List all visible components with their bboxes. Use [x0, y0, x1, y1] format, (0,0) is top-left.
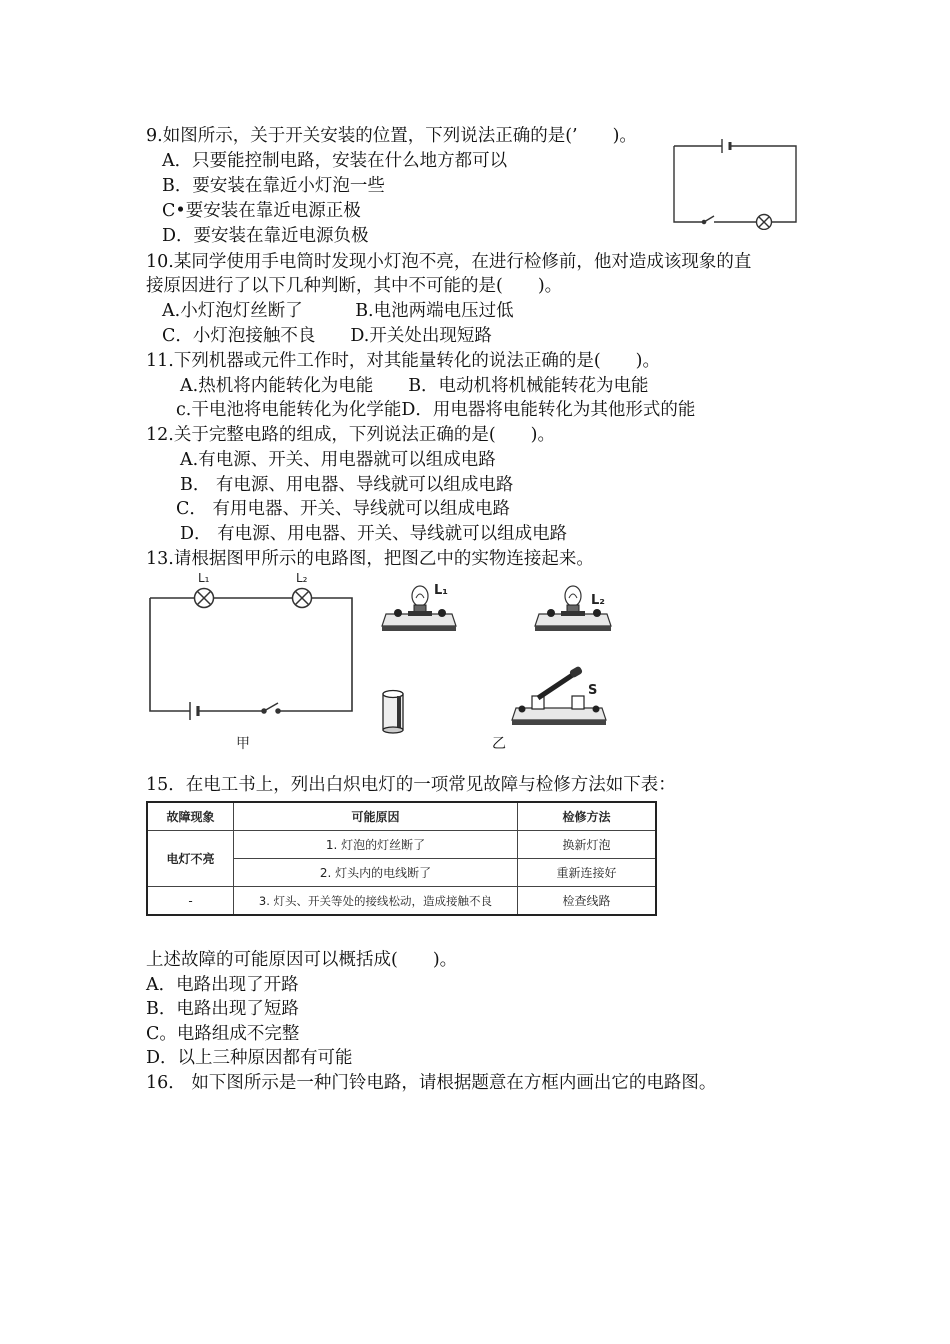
fault-table	[146, 801, 657, 916]
table-header-phenomenon: 故障现象	[147, 802, 234, 831]
q15-option-c: C。电路组成不完整	[146, 1024, 300, 1044]
lamp-l1-symbol	[195, 589, 214, 608]
label-yi: 乙	[492, 736, 506, 752]
lamp-symbol	[757, 215, 772, 230]
q15-question: 上述故障的可能原因可以概括成( )。	[146, 950, 458, 970]
q15-option-a: A．电路出现了开路	[146, 975, 299, 995]
q16-stem: 16． 如下图所示是一种门铃电路，请根据题意在方框内画出它的电路图。	[146, 1073, 717, 1093]
table-cell-cause: 3. 灯头、开关等处的接线松动，造成接触不良	[234, 887, 518, 916]
label-bulb-l1: L₁	[434, 583, 448, 598]
q13-circuit-jia	[146, 568, 356, 753]
table-cell-cause: 1. 灯泡的灯丝断了	[234, 831, 518, 859]
battery-symbol	[722, 139, 730, 153]
table-cell-fix: 换新灯泡	[518, 831, 657, 859]
q12-stem: 12.关于完整电路的组成，下列说法正确的是( )。	[146, 425, 555, 445]
table-header-row	[147, 802, 656, 831]
q12-option-d: D． 有电源、用电器、开关、导线就可以组成电路	[180, 524, 568, 544]
switch-symbol	[702, 216, 714, 224]
q12-option-a: A.有电源、开关、用电器就可以组成电路	[180, 450, 496, 470]
table-header-cause: 可能原因	[234, 802, 518, 831]
bulb-l1-on-board	[380, 578, 460, 636]
table-cell-fix: 重新连接好	[518, 859, 657, 887]
q10-options-cd: C．小灯泡接触不良 D.开关处出现短路	[162, 326, 492, 346]
label-bulb-l2: L₂	[591, 593, 605, 608]
q15-stem: 15．在电工书上，列出白炽电灯的一项常见故障与检修方法如下表：	[146, 775, 676, 795]
lamp-l2-symbol	[293, 589, 312, 608]
label-l2: L₂	[296, 571, 308, 585]
table-cell-dash: -	[147, 887, 234, 916]
q13-stem: 13.请根据图甲所示的电路图，把图乙中的实物连接起来。	[146, 549, 594, 569]
battery-cell-object	[378, 688, 408, 734]
q9-circuit-diagram	[668, 138, 802, 230]
battery-symbol	[190, 702, 198, 720]
table-cell-cause: 2. 灯头内的电线断了	[234, 859, 518, 887]
q15-option-d: D．以上三种原因都有可能	[146, 1048, 353, 1068]
label-switch-s: S	[588, 683, 598, 698]
table-header-fix: 检修方法	[518, 802, 657, 831]
q11-options-ab: A.热机将内能转化为电能 B．电动机将机械能转花为电能	[180, 376, 649, 396]
q9-option-c: C•要安装在靠近电源正极	[162, 201, 361, 221]
q9-option-a: A．只要能控制电路，安装在什么地方都可以	[162, 151, 508, 171]
label-l1: L₁	[198, 571, 210, 585]
q9-stem: 9.如图所示，关于开关安装的位置，下列说法正确的是(’ )。	[146, 126, 637, 146]
q11-options-cd: c.干电池将电能转化为化学能D．用电器将电能转化为其他形式的能	[176, 400, 696, 420]
q10-stem-line2: 接原因进行了以下几种判断，其中不可能的是( )。	[146, 276, 563, 296]
q15-option-b: B．电路出现了短路	[146, 999, 299, 1019]
table-cell-fix: 检查线路	[518, 887, 657, 916]
table-row	[147, 887, 656, 916]
table-row	[147, 831, 656, 859]
table-cell-phenomenon: 电灯不亮	[147, 831, 234, 887]
bulb-l2-on-board	[533, 578, 617, 636]
q10-stem-line1: 10.某同学使用手电筒时发现小灯泡不亮，在进行检修前，他对造成该现象的直	[146, 252, 752, 272]
switch-symbol	[262, 703, 280, 713]
q12-option-c: C． 有用电器、开关、导线就可以组成电路	[176, 499, 510, 519]
knife-switch-object	[510, 662, 610, 732]
q9-option-b: B．要安装在靠近小灯泡一些	[162, 176, 385, 196]
q10-options-ab: A.小灯泡灯丝断了 B.电池两端电压过低	[162, 301, 514, 321]
label-jia: 甲	[236, 736, 250, 752]
q9-option-d: D．要安装在靠近电源负极	[162, 226, 369, 246]
q12-option-b: B． 有电源、用电器、导线就可以组成电路	[180, 475, 514, 495]
q11-stem: 11.下列机器或元件工作时，对其能量转化的说法正确的是( )。	[146, 351, 660, 371]
